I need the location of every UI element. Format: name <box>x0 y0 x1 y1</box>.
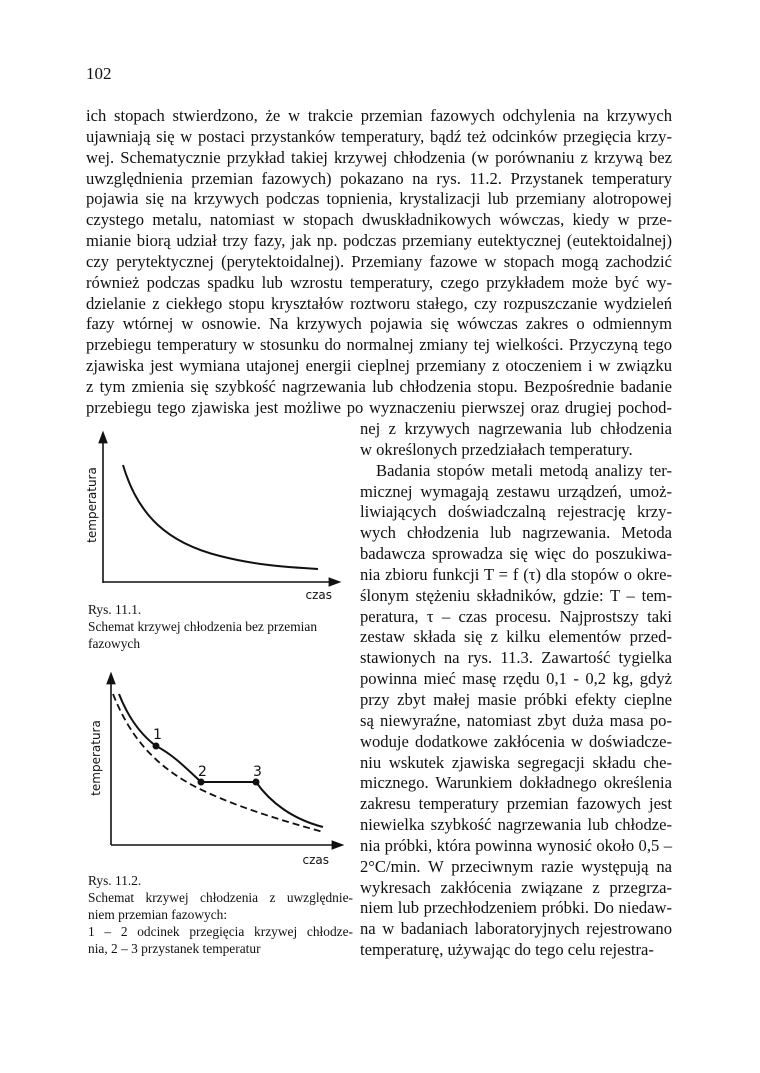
text-line: stawionych na rys. 11.3. Zawartość tygielka <box>360 648 672 668</box>
text-line: zakresu temperatury przemian fazowych jest <box>360 794 672 814</box>
text-line: peratura, τ – czas procesu. Najprostszy taki <box>360 606 672 626</box>
text-line: również podczas spadku lub wzrostu temperatury, czego przykładem może być wy- <box>86 272 672 292</box>
body-paragraph-full-width <box>86 106 672 419</box>
caption-text: nia, 2 – 3 przystanek temperatur <box>88 941 261 956</box>
text-line: fazy wtórnej w osnowie. Na krzywych pojawia się wówczas zakres o odmiennym <box>86 314 672 334</box>
page-number: 102 <box>86 64 112 83</box>
phase-transformation-curve <box>119 694 323 827</box>
caption-text: 1 – 2 odcinek przegięcia krzywej chłodze- <box>88 924 353 939</box>
x-axis-label: czas <box>305 588 332 602</box>
caption-text: Schemat krzywej chłodzenia z uwzględnie- <box>88 890 353 905</box>
body-paragraph-right-column <box>360 419 672 961</box>
figure-11-1-cooling-curve <box>80 428 350 608</box>
text-line: micznego. Warunkiem dokładnego określenia <box>360 773 672 793</box>
text-line: pojawia się na krzywych podczas topnienia, krystalizacji lub przemiany alotropowej <box>86 189 672 209</box>
text-line: mianie biorą udział trzy fazy, jak np. podczas przemiany eutektycznej (eutektoidalnej) <box>86 231 672 251</box>
text-line: z tym zmienia się szybkość nagrzewania lub chłodzenia stopu. Bezpośrednie badanie <box>86 376 672 396</box>
text-line: wej. Schematycznie przykład takiej krzywej chłodzenia (w porównaniu z krzywą bez <box>86 147 672 167</box>
text-line: przy zbyt małej masie próbki efekty cieplne <box>360 689 672 709</box>
text-line: niem lub przechłodzeniem próbki. Do niedaw- <box>360 898 672 918</box>
caption-text: Schemat krzywej chłodzenia bez przemian <box>88 619 318 634</box>
text-line: czy perytektycznej (perytektoidalnej). Przemiany fazowe w stopach mogą zachodzić <box>86 251 672 271</box>
y-axis-label: temperatura <box>85 467 99 543</box>
y-axis-label: temperatura <box>89 720 103 796</box>
x-axis-label: czas <box>302 853 329 867</box>
text-line: nej z krzywych nagrzewania lub chłodzenia <box>360 419 672 438</box>
text-line: powinna mieć masę rzędu 0,1 - 0,2 kg, gdyż <box>360 669 672 689</box>
text-line: badawcza sprowadza się więc do poszukiwa- <box>360 544 672 564</box>
text-line: ich stopach stwierdzono, że w trakcie przemian fazowych odchylenia na krzywych <box>86 106 672 125</box>
text-line: dzielanie z ciekłego stopu kryształów roztworu stałego, czy rozpuszczanie wydzieleń <box>86 293 672 313</box>
figure-11-1-caption <box>88 601 353 652</box>
text-line: uwzględnienia przemian fazowych) pokazano na rys. 11.2. Przystanek temperatury <box>86 168 672 188</box>
text-line: na w badaniach laboratoryjnych rejestrowano <box>360 919 672 939</box>
text-line: zestaw składa się z kilku elementów przed- <box>360 627 672 647</box>
text-line: ujawniają się w postaci przystanków temperatury, bądź też odcinków przegięcia krzy- <box>86 126 672 146</box>
text-line: 2°C/min. W przeciwnym razie występują na <box>360 856 672 876</box>
point-label-3: 3 <box>253 764 262 780</box>
cooling-curve <box>123 465 318 569</box>
text-line: woduje dodatkowe zakłócenia w doświadcze- <box>360 731 672 751</box>
text-line: nia próbki, która powinna wynosić około 0,5 – <box>360 835 672 855</box>
text-line: są niewyraźne, natomiast zbyt duża masa po- <box>360 710 672 730</box>
point-label-2: 2 <box>198 764 207 780</box>
text-line: micznej wymagają zestawu urządzeń, umoż- <box>360 481 672 501</box>
figure-11-1-chart <box>80 428 350 608</box>
text-line: Badania stopów metali metodą analizy ter- <box>376 460 672 480</box>
text-line: przebiegu tego zjawiska jest możliwe po wyznaczeniu pierwszej oraz drugiej pochod- <box>86 397 672 417</box>
figure-11-2-caption <box>88 872 353 957</box>
caption-text: fazowych <box>88 636 141 651</box>
text-line: wych chłodzenia lub nagrzewania. Metoda <box>360 523 672 543</box>
text-line: wykresach zakłócenia związane z przegrza- <box>360 877 672 897</box>
text-line: niu wskutek zjawiska segregacji składu che- <box>360 752 672 772</box>
text-line: liwiających doświadczalną rejestrację krzy- <box>360 502 672 522</box>
point-1 <box>153 743 160 750</box>
figure-11-2-chart <box>80 672 355 867</box>
text-line: w określonych przedziałach temperatury. <box>360 439 633 459</box>
text-line: czystego metalu, natomiast w stopach dwuskładnikowych wówczas, kiedy w prze- <box>86 210 672 230</box>
text-line: temperaturę, używając do tego celu rejestra- <box>360 940 654 960</box>
caption-title: Rys. 11.2. <box>88 873 142 888</box>
figure-11-2-cooling-curve-phase <box>80 672 355 867</box>
point-label-1: 1 <box>153 727 162 743</box>
reference-curve-dashed <box>113 694 323 832</box>
text-line: niewielka szybkość nagrzewania lub chłodze- <box>360 815 672 835</box>
caption-text: niem przemian fazowych: <box>88 907 228 922</box>
text-line: ślonym stężeniu składników, gdzie: T – tem- <box>360 585 672 605</box>
text-line: nia zbioru funkcji T = f (τ) dla stopów o okre- <box>360 564 672 584</box>
text-line: zjawiska jest wymiana utajonej energii cieplnej przemiany z otoczeniem i w związku <box>86 356 672 376</box>
text-line: przebiegu temperatury w stosunku do normalnej zmiany tej wielkości. Przyczyną tego <box>86 335 672 355</box>
caption-title: Rys. 11.1. <box>88 602 142 617</box>
